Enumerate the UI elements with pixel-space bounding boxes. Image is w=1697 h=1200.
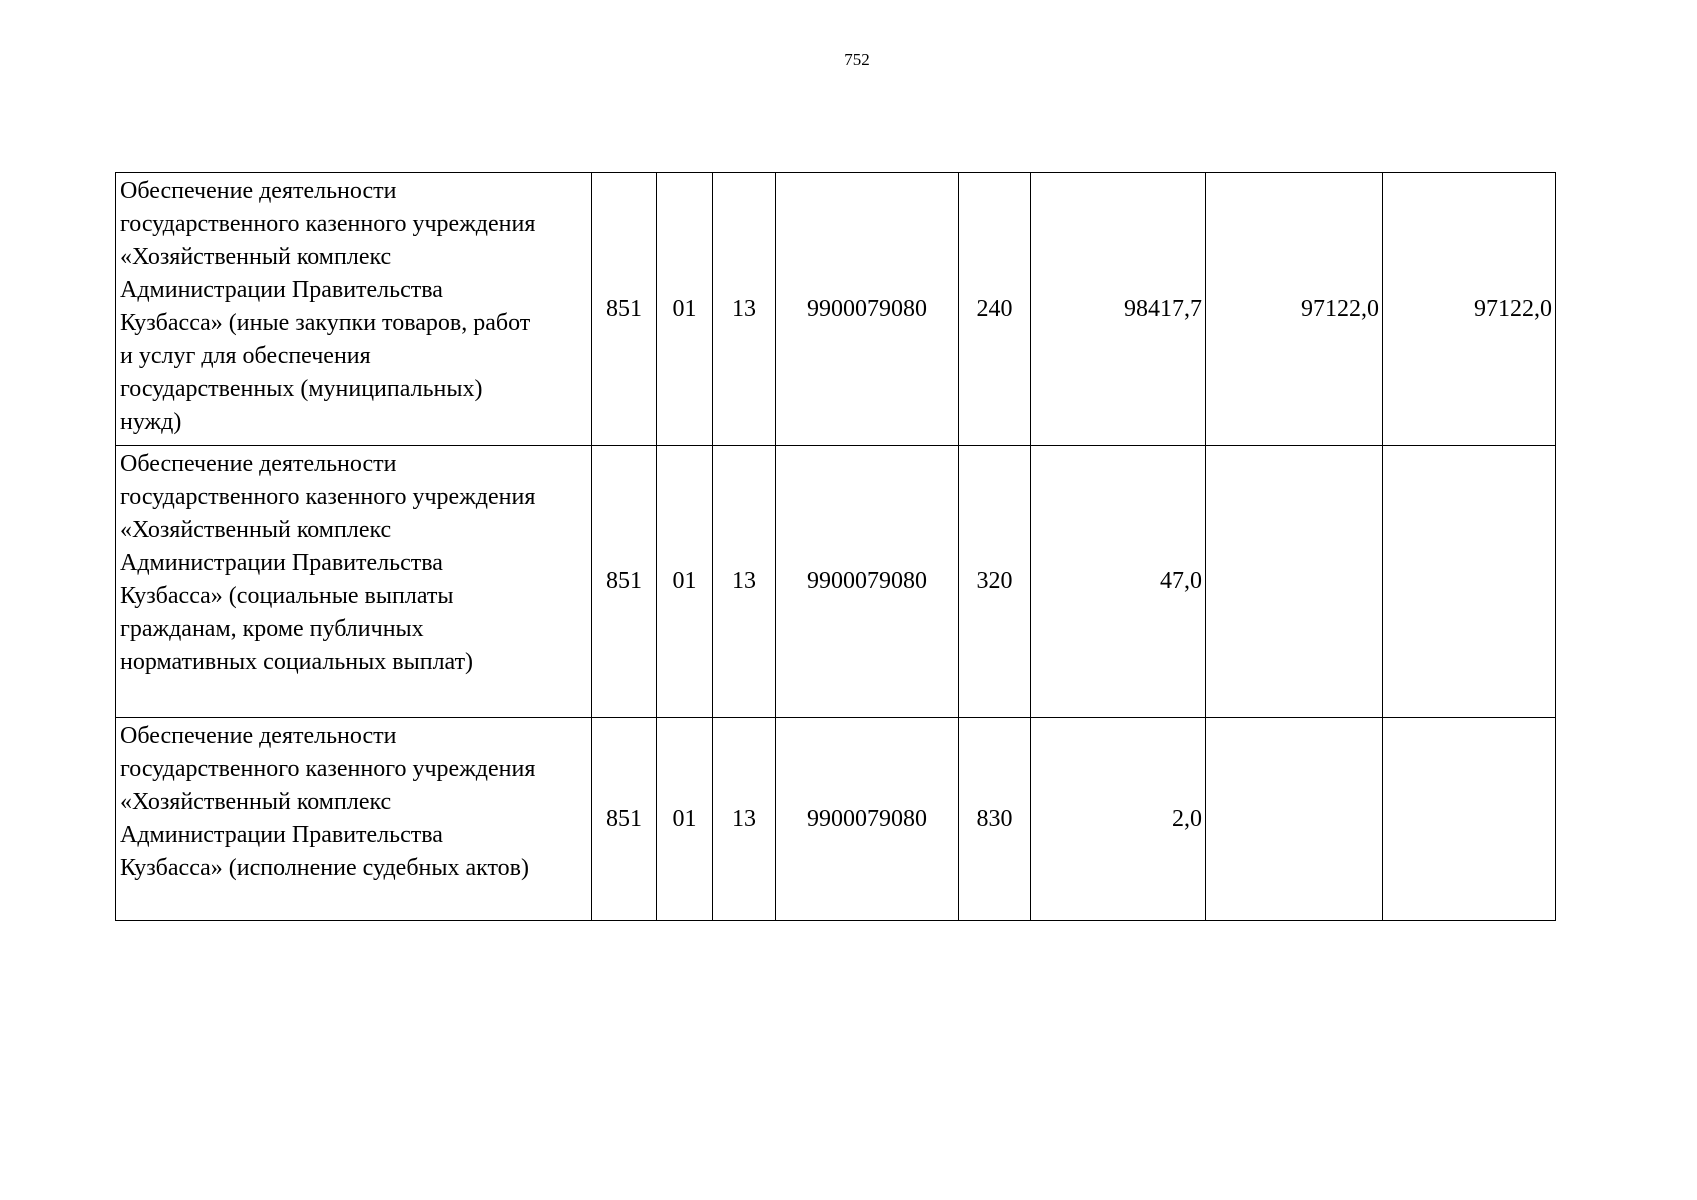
row-description: Обеспечение деятельности государственного казенного учреждения «Хозяйственный комплекс Администрации Правительства Кузбасса» (исполнение судебных актов)	[116, 718, 592, 921]
ministry-code: 851	[592, 173, 657, 446]
amount-3	[1383, 718, 1556, 921]
subsection-code: 13	[713, 173, 776, 446]
row-description: Обеспечение деятельности государственного казенного учреждения «Хозяйственный комплекс Администрации Правительства Кузбасса» (иные закупки товаров, работ и услуг для обеспечения государственных (муниципальных) нужд)	[116, 173, 592, 446]
ministry-code: 851	[592, 718, 657, 921]
table-row	[116, 446, 1556, 718]
amount-1: 47,0	[1031, 446, 1206, 718]
ministry-code: 851	[592, 446, 657, 718]
amount-2	[1206, 718, 1383, 921]
amount-1: 2,0	[1031, 718, 1206, 921]
expense-type-code: 240	[959, 173, 1031, 446]
amount-2: 97122,0	[1206, 173, 1383, 446]
section-code: 01	[657, 718, 713, 921]
amount-3	[1383, 446, 1556, 718]
table-row	[116, 173, 1556, 446]
budget-table	[115, 172, 1556, 921]
subsection-code: 13	[713, 446, 776, 718]
page-number: 752	[844, 50, 870, 69]
table-row	[116, 718, 1556, 921]
amount-2	[1206, 446, 1383, 718]
target-article-code: 9900079080	[776, 718, 959, 921]
expense-type-code: 830	[959, 718, 1031, 921]
subsection-code: 13	[713, 718, 776, 921]
section-code: 01	[657, 446, 713, 718]
section-code: 01	[657, 173, 713, 446]
amount-3: 97122,0	[1383, 173, 1556, 446]
target-article-code: 9900079080	[776, 446, 959, 718]
expense-type-code: 320	[959, 446, 1031, 718]
row-description: Обеспечение деятельности государственного казенного учреждения «Хозяйственный комплекс Администрации Правительства Кузбасса» (социальные выплаты гражданам, кроме публичных нормативных социальных выплат)	[116, 446, 592, 718]
target-article-code: 9900079080	[776, 173, 959, 446]
amount-1: 98417,7	[1031, 173, 1206, 446]
